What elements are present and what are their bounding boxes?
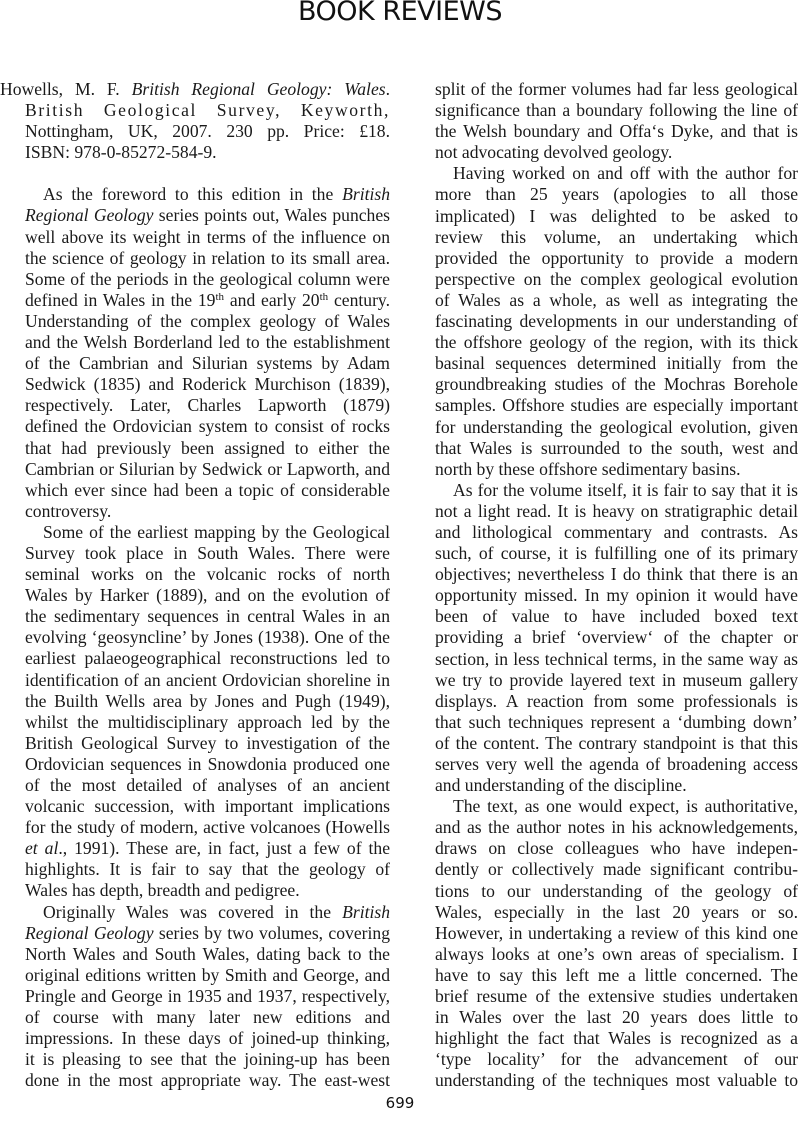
text-line: of the most detailed of analyses of an ancient xyxy=(25,775,390,795)
text-line: the Builth Wells area by Jones and Pugh (1949), xyxy=(25,690,390,711)
text-line: brief resume of the extensive studies undertaken xyxy=(435,986,798,1007)
text-line: opportunity missed. In my opinion it would have xyxy=(435,585,798,606)
citation-pages: 230 pp. xyxy=(226,121,290,142)
text-line: highlights. It is fair to say that the geology of xyxy=(25,859,390,880)
text-line: volcanic succession, with important implications xyxy=(25,796,390,817)
text-line: for the study of modern, active volcanoes (Howells xyxy=(25,817,390,838)
citation-price: Price: £18. xyxy=(303,121,390,142)
text-line: the sedimentary sequences in central Wales in an xyxy=(25,606,390,627)
paragraph xyxy=(435,480,798,796)
text-line: it is pleasing to see that the joining-up has been xyxy=(25,1049,390,1070)
text-line: always looks at one’s own areas of specialism. I xyxy=(435,943,798,964)
text-line: more than 25 years (apologies to all those xyxy=(435,184,798,205)
text-line: respectively. Later, Charles Lapworth (1879) xyxy=(25,395,390,416)
text-line: Some of the earliest mapping by the Geological xyxy=(43,521,390,542)
text-line: and as the author notes in his acknowledgements, xyxy=(435,817,798,838)
citation-line-3 xyxy=(25,121,390,142)
text-line: Regional Geology series points out, Wales punches xyxy=(25,205,390,226)
text-line: identification of an ancient Ordovician shoreline in xyxy=(25,669,390,690)
citation-title: British Regional Geology: Wales xyxy=(131,79,386,99)
text-line: Survey took place in South Wales. There were xyxy=(25,542,390,563)
text-line: Wales has depth, breadth and pedigree. xyxy=(25,880,300,901)
text-line: been of value to have included boxed text xyxy=(435,606,798,627)
text-line: not a light read. It is heavy on stratigraphic detail xyxy=(435,500,798,521)
text-line: understanding of the techniques most valuable to xyxy=(435,1070,798,1091)
text-line: Wales, especially in the last 20 years or so. xyxy=(435,901,798,922)
section-header: BOOK REVIEWS xyxy=(298,0,502,27)
citation-isbn: ISBN: 978-0-85272-584-9. xyxy=(25,142,217,163)
text-line: tions to our understanding of the geology of xyxy=(435,880,798,901)
text-line: original editions written by Smith and George, and xyxy=(25,964,390,985)
text-line: Having worked on and off with the author for xyxy=(453,163,798,184)
paragraph xyxy=(435,163,798,479)
text-line: split of the former volumes had far less geological xyxy=(435,79,798,99)
text-line: the science of geology in relation to its small area. xyxy=(25,247,390,268)
book-citation xyxy=(0,79,390,163)
text-line: done in the most appropriate way. The east-west xyxy=(25,1070,390,1091)
text-line: impressions. In these days of joined-up thinking, xyxy=(25,1028,390,1049)
text-line: defined in Wales in the 19th and early 20th century. xyxy=(25,289,390,310)
text-line: Cambrian or Silurian by Sedwick or Lapworth, and xyxy=(25,458,390,479)
text-line: basinal sequences determined initially from the xyxy=(435,353,798,374)
text-line: Understanding of the complex geology of Wales xyxy=(25,310,390,331)
text-line: review this volume, an undertaking which xyxy=(435,226,798,247)
citation-publisher: British Geological Survey, Keyworth, xyxy=(25,100,390,121)
left-column xyxy=(0,79,391,1091)
text-line: However, in undertaking a review of this kind one xyxy=(435,922,798,943)
text-line: the offshore geology of the region, with its thick xyxy=(435,332,798,353)
text-line: North Wales and South Wales, dating back to the xyxy=(25,943,390,964)
paragraph xyxy=(25,522,390,902)
text-line: we try to provide layered text in museum gallery xyxy=(435,669,798,690)
text-line: of the Cambrian and Silurian systems by Adam xyxy=(25,353,390,374)
text-line: Sedwick (1835) and Roderick Murchison (1839), xyxy=(25,374,390,395)
text-line: draws on close colleagues who have indepen- xyxy=(435,838,798,859)
text-line: Wales by Harker (1889), and on the evolution of xyxy=(25,585,390,606)
text-line: for understanding the geological evolution, given xyxy=(435,416,798,437)
text-line: evolving ‘geosyncline’ by Jones (1938). One of the xyxy=(25,627,390,648)
text-line: significance than a boundary following the line of xyxy=(435,100,798,121)
text-line: et al., 1991). These are, in fact, just a few of the xyxy=(25,838,391,859)
text-line: of Wales as a whole, as well as integrating the xyxy=(435,289,798,310)
text-line: fascinating developments in our understanding of xyxy=(435,311,798,332)
text-line: As for the volume itself, it is fair to say that it is xyxy=(453,479,798,500)
text-line: As the foreword to this edition in the British xyxy=(43,184,390,205)
text-line: highlight the fact that Wales is recognized as a xyxy=(435,1028,798,1049)
text-line: north by these offshore sedimentary basins. xyxy=(435,458,741,479)
paragraph xyxy=(25,184,390,522)
text-line: serves very well the agenda of broadening access xyxy=(435,754,798,774)
text-line: of course with many later new editions and xyxy=(25,1007,390,1028)
citation-line-1: Howells, M. F. British Regional Geology: Wales. xyxy=(0,79,391,99)
text-line: that had previously been assigned to either the xyxy=(25,437,390,458)
text-line: controversy. xyxy=(25,500,112,521)
paragraph xyxy=(435,796,798,1091)
text-line: Ordovician sequences in Snowdonia produced one xyxy=(25,753,390,774)
text-line: the Welsh boundary and Offa‘s Dyke, and that is xyxy=(435,121,798,142)
text-line: Some of the periods in the geological column were xyxy=(25,268,390,289)
text-line: seminal works on the volcanic rocks of north xyxy=(25,564,390,585)
text-line: such, of course, it is fulfilling one of its primary xyxy=(435,543,798,564)
text-line: whilst the multidisciplinary approach led by the xyxy=(25,711,390,732)
text-line: that Wales is surrounded to the south, west and xyxy=(435,437,798,458)
text-line: provided the opportunity to provide a modern xyxy=(435,247,798,268)
text-line: not advocating devolved geology. xyxy=(435,142,673,163)
text-line: have to say this left me a little concerned. The xyxy=(435,964,798,985)
text-line: defined the Ordovician system to consist of rocks xyxy=(25,416,390,437)
text-line: Pringle and George in 1935 and 1937, respectively, xyxy=(25,985,390,1006)
text-line: objectives; nevertheless I do think that there is an xyxy=(435,564,798,585)
text-line: implicated) I was delighted to be asked to xyxy=(435,205,798,226)
text-line: perspective on the complex geological evolution xyxy=(435,268,798,289)
text-line: well above its weight in terms of the influence on xyxy=(25,226,390,247)
text-line: earliest palaeogeographical reconstructions led to xyxy=(25,648,390,669)
text-line: groundbreaking studies of the Mochras Borehole xyxy=(435,374,798,395)
text-line: Regional Geology series by two volumes, covering xyxy=(25,922,390,943)
text-line: The text, as one would expect, is authoritative, xyxy=(453,796,798,817)
page-number: 699 xyxy=(385,1094,415,1112)
text-line: providing a brief ‘overview‘ of the chapter or xyxy=(435,627,798,648)
text-line: in Wales over the last 20 years does little to xyxy=(435,1007,798,1028)
text-line: and understanding of the discipline. xyxy=(435,775,687,796)
text-line: and the Welsh Borderland led to the establishment xyxy=(25,332,390,353)
text-line: dently or collectively made significant contribu- xyxy=(435,859,798,880)
text-line: ‘type locality’ for the advancement of our xyxy=(435,1049,798,1070)
text-line: and lithological commentary and contrasts. As xyxy=(435,521,798,542)
text-line: that such techniques represent a ‘dumbing down’ xyxy=(435,711,798,732)
text-line: of the content. The contrary standpoint is that this xyxy=(435,732,798,753)
text-line: which ever since had been a topic of considerable xyxy=(25,479,390,500)
text-line: displays. A reaction from some professionals is xyxy=(435,690,798,711)
citation-author: Howells, M. F. xyxy=(0,79,120,99)
text-line: Originally Wales was covered in the British xyxy=(43,901,390,922)
citation-location-year: Nottingham, UK, 2007. xyxy=(25,121,212,142)
text-line: British Geological Survey to investigation of the xyxy=(25,732,390,753)
text-line: samples. Offshore studies are especially important xyxy=(435,395,798,416)
paragraph xyxy=(435,79,798,163)
paragraph xyxy=(25,902,390,1092)
text-line: section, in less technical terms, in the same way as xyxy=(435,648,798,669)
right-column xyxy=(435,79,798,1092)
